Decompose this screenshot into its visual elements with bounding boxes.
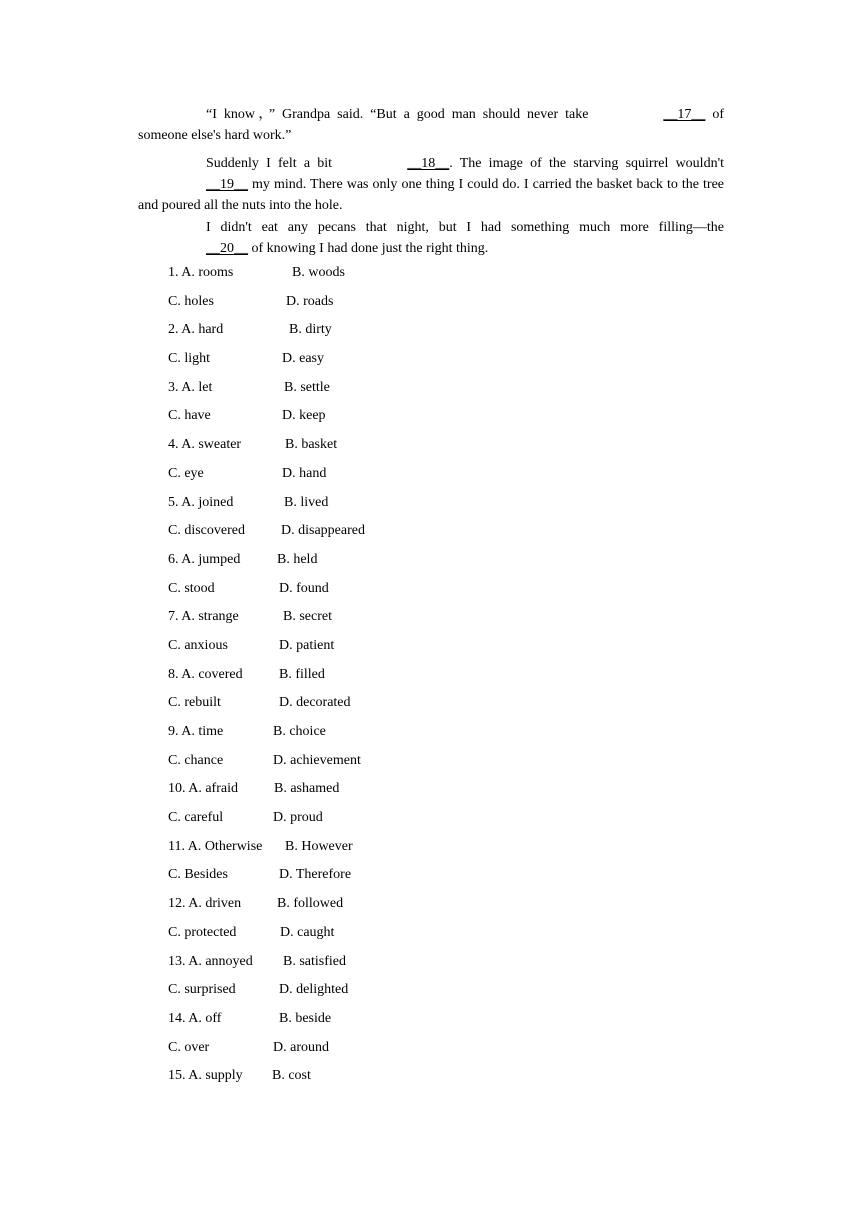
option-choice-left: C. Besides — [168, 867, 228, 883]
option-choice-left: C. over — [168, 1039, 210, 1055]
option-choice-left: C. eye — [168, 465, 204, 481]
option-choice-right: D. caught — [280, 924, 335, 940]
blank-19: __19__ — [206, 177, 248, 192]
option-choice-left: 15. A. supply — [168, 1068, 243, 1084]
option-choice-left: C. rebuilt — [168, 695, 221, 711]
option-choice-right: D. decorated — [279, 695, 351, 711]
option-choice-left: 1. A. rooms — [168, 265, 234, 280]
option-choice-right: D. delighted — [279, 982, 349, 998]
passage-paragraph-3 — [138, 217, 724, 259]
option-choice-right: D. disappeared — [281, 523, 365, 539]
option-choice-right: B. satisfied — [283, 953, 346, 969]
option-row — [168, 1008, 568, 1037]
option-choice-left: 5. A. joined — [168, 494, 234, 510]
option-choice-left: C. discovered — [168, 523, 245, 539]
option-choice-right: B. dirty — [289, 322, 332, 338]
option-choice-right: D. found — [279, 580, 329, 596]
option-row — [168, 348, 568, 377]
option-row — [168, 807, 568, 836]
option-row — [168, 692, 568, 721]
option-choice-left: 3. A. let — [168, 379, 213, 395]
option-choice-left: C. anxious — [168, 637, 228, 653]
blank-20: __20__ — [206, 241, 248, 256]
option-row — [168, 664, 568, 693]
option-choice-left: 8. A. covered — [168, 666, 243, 682]
option-row — [168, 1065, 568, 1094]
option-choice-right: D. roads — [286, 293, 334, 309]
option-choice-right: B. filled — [279, 666, 325, 682]
option-row — [168, 549, 568, 578]
option-row — [168, 864, 568, 893]
option-choice-left: C. have — [168, 408, 211, 424]
option-row — [168, 405, 568, 434]
passage-paragraph-2 — [138, 153, 724, 216]
passage-paragraph-1 — [138, 104, 724, 146]
option-choice-right: B. secret — [283, 609, 332, 625]
paragraph-text: . The image of the starving squirrel wouldn't — [449, 156, 724, 171]
option-choice-right: B. cost — [272, 1068, 311, 1084]
option-choice-right: D. achievement — [273, 752, 361, 768]
option-row — [168, 291, 568, 320]
option-row — [168, 606, 568, 635]
option-choice-left: C. holes — [168, 293, 214, 309]
option-choice-left: C. light — [168, 351, 211, 367]
option-row — [168, 520, 568, 549]
option-row — [168, 319, 568, 348]
answer-options-list — [168, 262, 568, 1094]
option-row — [168, 635, 568, 664]
option-row — [168, 979, 568, 1008]
option-choice-right: D. hand — [282, 465, 327, 481]
option-choice-right: B. settle — [284, 379, 330, 395]
paragraph-text: Suddenly I felt a bit — [206, 156, 340, 171]
option-row — [168, 434, 568, 463]
option-choice-left: 10. A. afraid — [168, 781, 238, 797]
option-choice-left: 4. A. sweater — [168, 437, 242, 453]
option-row — [168, 836, 568, 865]
option-row — [168, 893, 568, 922]
paragraph-text: I didn't eat any pecans that night, but I had something much more filling—the — [206, 220, 724, 235]
option-choice-right: B. woods — [292, 265, 345, 280]
option-choice-left: 11. A. Otherwise — [168, 838, 263, 854]
option-choice-right: D. patient — [279, 637, 335, 653]
option-row — [168, 578, 568, 607]
option-choice-left: C. stood — [168, 580, 215, 596]
option-choice-right: B. held — [277, 551, 318, 567]
option-choice-left: 7. A. strange — [168, 609, 239, 625]
option-row — [168, 492, 568, 521]
option-choice-left: 9. A. time — [168, 724, 224, 739]
option-choice-right: B. ashamed — [274, 781, 340, 797]
option-row — [168, 778, 568, 807]
option-choice-left: 2. A. hard — [168, 322, 224, 338]
option-choice-left: C. surprised — [168, 982, 236, 998]
paragraph-text: of knowing I had done just the right thing. — [248, 241, 489, 256]
option-row — [168, 750, 568, 779]
option-row — [168, 721, 568, 750]
option-choice-left: 6. A. jumped — [168, 551, 241, 567]
option-row — [168, 262, 568, 291]
paragraph-text: “I know，” Grandpa said. “But a good man should never take — [206, 107, 596, 122]
blank-17: __17__ — [663, 107, 706, 122]
option-choice-left: 14. A. off — [168, 1010, 222, 1026]
option-choice-right: B. followed — [277, 896, 344, 912]
option-row — [168, 377, 568, 406]
option-choice-left: C. chance — [168, 752, 224, 768]
option-choice-left: 12. A. driven — [168, 896, 242, 912]
option-choice-right: B. beside — [279, 1010, 332, 1026]
option-choice-right: D. easy — [282, 351, 324, 367]
option-row — [168, 463, 568, 492]
option-choice-right: D. around — [273, 1039, 329, 1055]
option-choice-right: D. proud — [273, 810, 323, 826]
option-choice-left: C. protected — [168, 924, 237, 940]
option-choice-right: B. basket — [285, 437, 338, 453]
option-choice-left: 13. A. annoyed — [168, 953, 253, 969]
option-choice-right: D. Therefore — [279, 867, 352, 883]
option-choice-left: C. careful — [168, 810, 224, 826]
option-row — [168, 951, 568, 980]
option-row — [168, 922, 568, 951]
option-choice-right: B. choice — [273, 724, 326, 739]
paragraph-text: of someone else's hard work.” — [138, 107, 724, 143]
option-row — [168, 1037, 568, 1066]
option-choice-right: B. lived — [284, 494, 329, 510]
blank-18: __18__ — [407, 156, 450, 171]
paragraph-text: my mind. There was only one thing I could do. I carried the basket back to the tree and poured all the nuts into the hole. — [138, 177, 724, 213]
option-choice-right: D. keep — [282, 408, 326, 424]
option-choice-right: B. However — [285, 838, 353, 854]
